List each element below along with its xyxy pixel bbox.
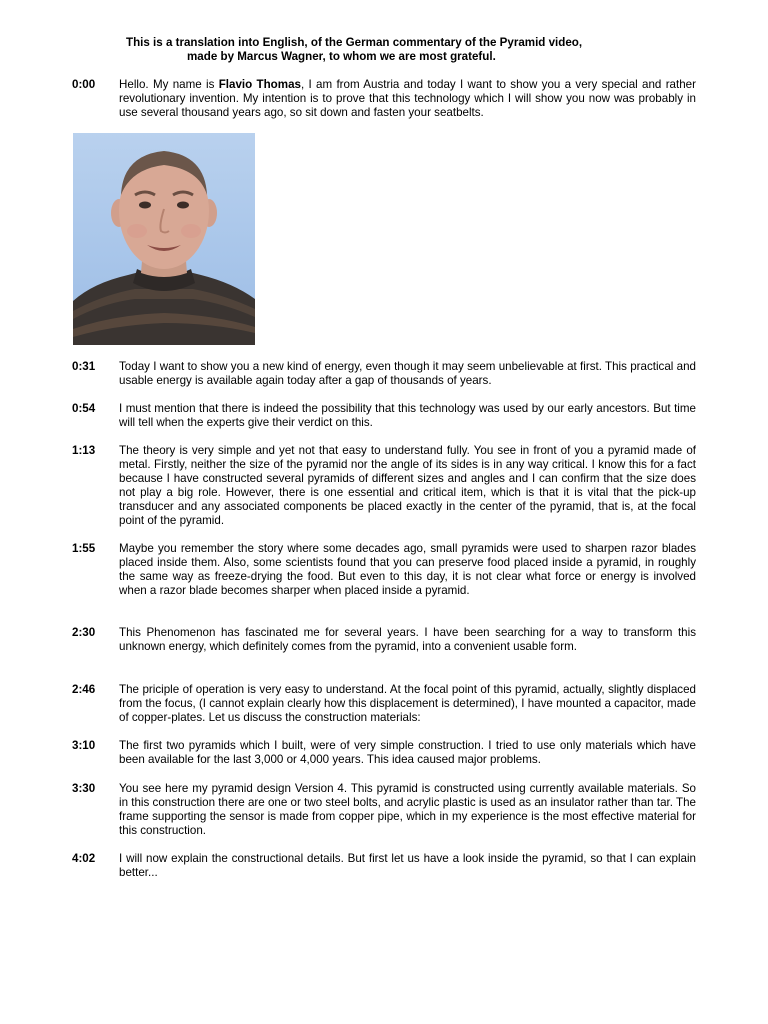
entry-text: You see here my pyramid design Version 4. This pyramid is constructed using currently available materials. So in this construction there are one or two steel bolts, and acrylic plastic is used as an insulator rather than tar. The frame supporting the sensor is made from copper pipe, which in my experience is the most effective material for this construction.: [119, 782, 696, 837]
text-run: Hello. My name is: [119, 78, 219, 91]
entry-text: The theory is very simple and yet not that easy to understand fully. You see in front of you a pyramid made of metal. Firstly, neither the size of the pyramid nor the angle of its sides is in any way critical. I know this for a fact because I have constructed several pyramids of different sizes and angles and I can confirm that the size does not play a big role. However, there is one essential and critical item, which is that it is vital that the pick-up transducer and any associated components be placed exactly in the center of the pyramid, that is, at the focal point of the pyramid.: [119, 444, 696, 527]
entry-text: I will now explain the constructional details. But first let us have a look inside the pyramid, so that I can explain better...: [119, 852, 696, 879]
entry-text: This Phenomenon has fascinated me for several years. I have been searching for a way to transform this unknown energy, which definitely comes from the pyramid, into a convenient usable form.: [119, 626, 696, 653]
timestamp: 1:55: [72, 542, 96, 555]
speaker-photo: [73, 133, 255, 345]
timestamp: 1:13: [72, 444, 96, 457]
timestamp: 4:02: [72, 852, 96, 865]
entry-text: [119, 78, 696, 120]
entry-text: Maybe you remember the story where some decades ago, small pyramids were used to sharpen razor blades placed inside them. Also, some scientists found that you can preserve food placed inside a pyramid, in roughly the same way as freeze-drying the food. But even to this day, it is not clear what force or energy is involved when a razor blade becomes sharper when placed inside a pyramid.: [119, 542, 696, 597]
timestamp: 0:31: [72, 360, 96, 373]
timestamp: 2:30: [72, 626, 96, 639]
timestamp: 0:00: [72, 78, 96, 91]
speaker-name: Flavio Thomas: [218, 78, 301, 91]
entry-text: The priciple of operation is very easy to understand. At the focal point of this pyramid, actually, slightly displaced from the focus, (I cannot explain clearly how this displacement is determined), I have mounted a capacitor, made of copper-plates. Let us discuss the construction materials:: [119, 683, 696, 724]
portrait-image: [73, 133, 255, 345]
header-line-1: This is a translation into English, of the German commentary of the Pyramid video,: [126, 36, 583, 49]
entry-text: The first two pyramids which I built, were of very simple construction. I tried to use only materials which have been available for the last 3,000 or 4,000 years. This idea caused major problems.: [119, 739, 696, 766]
timestamp: 2:46: [72, 683, 96, 696]
text-run: , I am from Austria and today I want to show you a very special and rather revolutionary invention. My intention is to prove that this technology which I will show you now was probably in use several thousand years ago, so sit down and fasten your seatbelts.: [119, 78, 696, 119]
header-line-2: made by Marcus Wagner, to whom we are most grateful.: [187, 50, 496, 63]
timestamp: 3:10: [72, 739, 96, 752]
entry-text: I must mention that there is indeed the possibility that this technology was used by our early ancestors. But time will tell when the experts give their verdict on this.: [119, 402, 696, 429]
entry-text: Today I want to show you a new kind of energy, even though it may seem unbelievable at first. This practical and usable energy is available again today after a gap of thousands of years.: [119, 360, 696, 387]
timestamp: 3:30: [72, 782, 96, 795]
timestamp: 0:54: [72, 402, 96, 415]
